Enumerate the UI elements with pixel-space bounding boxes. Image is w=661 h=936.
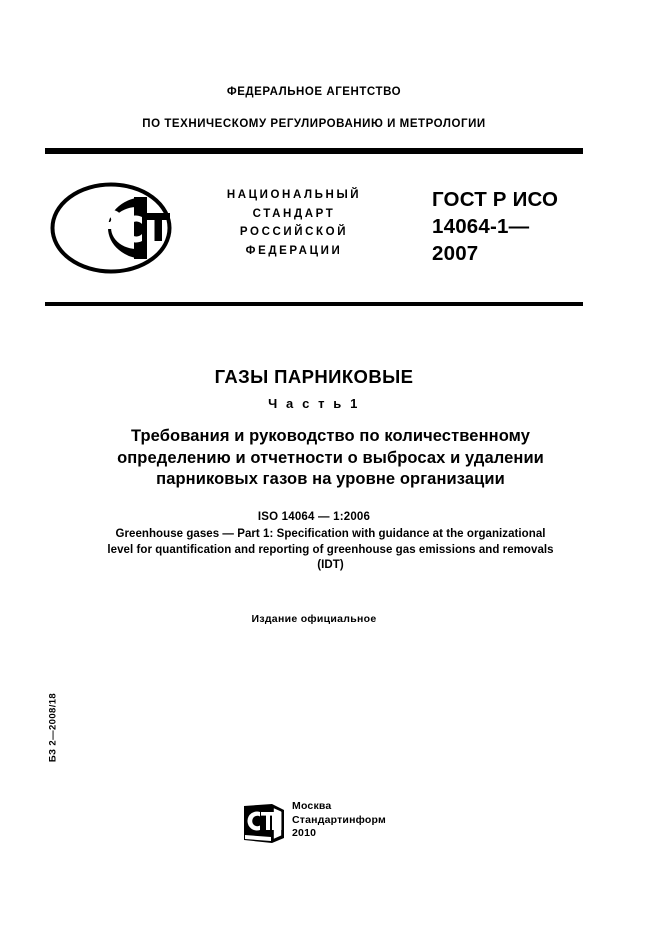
national-standard-line-1: НАЦИОНАЛЬНЫЙ	[226, 189, 362, 201]
title-description-line-3: парниковых газов на уровне организации	[156, 470, 505, 488]
standard-designation-line-1: ГОСТ Р ИСО	[432, 188, 559, 211]
agency-header-line-1: ФЕДЕРАЛЬНОЕ АГЕНТСТВО	[226, 86, 402, 98]
national-standard-line-3: РОССИЙСКОЙ	[239, 226, 349, 239]
national-standard-line-4: ФЕДЕРАЦИИ	[245, 244, 343, 257]
title-part-label: Ч а с т ь 1	[268, 396, 360, 411]
national-standard-heading	[186, 186, 402, 260]
title-description-line-1: Требования и руководство по количественному	[130, 427, 531, 445]
agency-header-line-2: ПО ТЕХНИЧЕСКОМУ РЕГУЛИРОВАНИЮ И МЕТРОЛОГИИ	[142, 117, 486, 130]
divider-rule-bottom	[45, 302, 583, 306]
iso-description-line-1: Greenhouse gases — Part 1: Specification with guidance at the organizational	[115, 528, 546, 540]
iso-description	[25, 527, 636, 574]
standard-designation-line-3: 2007	[432, 242, 479, 265]
iso-description-line-2: level for quantification and reporting of greenhouse gas emissions and removals	[107, 543, 554, 556]
agency-header	[45, 86, 583, 130]
publisher-info	[292, 800, 472, 841]
side-margin-code: БЗ 2—2008/18	[47, 692, 59, 763]
publisher-name: Стандартинформ	[292, 813, 386, 826]
publisher-city: Москва	[292, 800, 332, 812]
iso-description-line-3: (IDT)	[317, 559, 344, 571]
title-description	[30, 426, 631, 491]
standard-designation-line-2: 14064-1—	[432, 215, 530, 238]
gost-r-pct-oval-emblem-icon	[50, 181, 172, 275]
standard-designation	[432, 186, 632, 267]
national-standard-line-2: СТАНДАРТ	[252, 207, 336, 220]
publisher-year: 2010	[292, 827, 317, 840]
standartinform-book-logo-icon	[242, 802, 286, 845]
divider-rule-top	[45, 148, 583, 154]
iso-reference: ISO 14064 — 1:2006	[257, 511, 371, 523]
page-title: ГАЗЫ ПАРНИКОВЫЕ	[214, 366, 414, 387]
official-edition-note: Издание официальное	[251, 613, 377, 625]
title-description-line-2: определению и отчетности о выбросах и удалении	[117, 448, 544, 467]
